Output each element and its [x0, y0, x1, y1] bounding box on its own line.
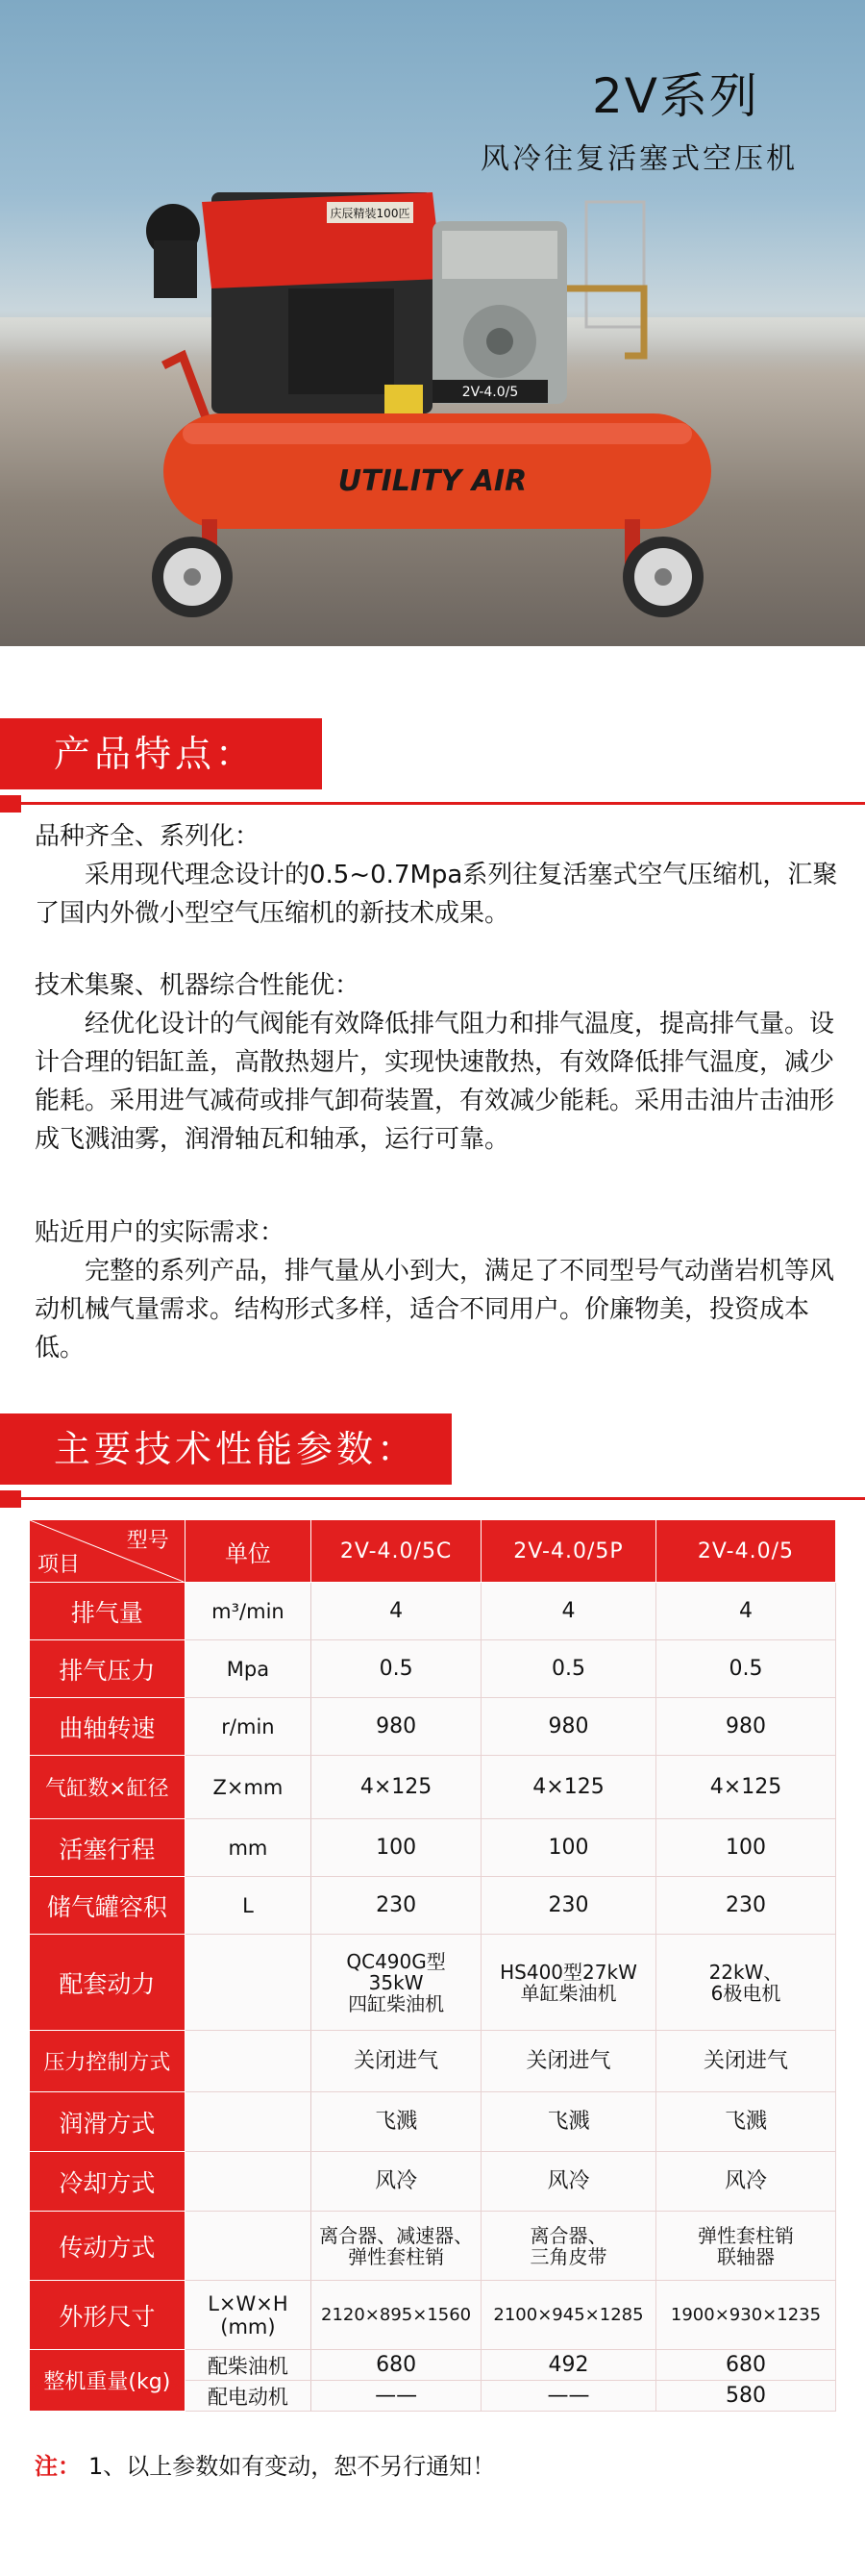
spec-value-model-2: 飞溅 [482, 2092, 656, 2152]
spec-row-unit: r/min [185, 1698, 310, 1756]
weight-value-model-1: 680 [311, 2350, 482, 2381]
spec-row-label: 润滑方式 [30, 2092, 185, 2152]
feature-body-3: 完整的系列产品，排气量从小到大，满足了不同型号气动凿岩机等风动机械气量需求。结构形式多样，适合不同用户。价廉物美，投资成本低。 [35, 1257, 835, 1363]
spec-value-model-2: 4 [482, 1583, 656, 1640]
weight-value-model-3: 680 [655, 2350, 835, 2381]
model-header-2: 2V-4.0/5P [482, 1520, 656, 1583]
spec-value-model-2: 0.5 [482, 1640, 656, 1698]
spec-row-label: 压力控制方式 [30, 2031, 185, 2092]
spec-row [30, 2212, 836, 2281]
spec-value-model-1: 飞溅 [311, 2092, 482, 2152]
spec-row-unit: L×W×H (mm) [185, 2281, 310, 2350]
spec-row [30, 1877, 836, 1935]
feature-block-1 [35, 817, 842, 933]
left-wheel [152, 537, 233, 617]
spec-row [30, 1640, 836, 1698]
spec-row-label: 储气罐容积 [30, 1877, 185, 1935]
spec-value-model-1: QC490G型 35kW 四缸柴油机 [311, 1935, 482, 2031]
features-heading-bar [0, 718, 322, 789]
spec-header-row [30, 1520, 836, 1583]
spec-row-label: 外形尺寸 [30, 2281, 185, 2350]
spec-value-model-2: 980 [482, 1698, 656, 1756]
spec-row [30, 2281, 836, 2350]
spec-value-model-1: 关闭进气 [311, 2031, 482, 2092]
corner-item-label: 项目 [37, 1553, 81, 1577]
spec-value-model-3: 100 [655, 1819, 835, 1877]
weight-label: 整机重量(kg) [30, 2350, 185, 2412]
footnote-text: 1、以上参数如有变动，恕不另行通知！ [88, 2453, 496, 2480]
spec-row [30, 1583, 836, 1640]
spec-value-model-2: 230 [482, 1877, 656, 1935]
spec-value-model-1: 980 [311, 1698, 482, 1756]
spec-value-model-3: 飞溅 [655, 2092, 835, 2152]
spec-row-label: 传动方式 [30, 2212, 185, 2281]
feature-body-2: 经优化设计的气阀能有效降低排气阻力和排气温度，提高排气量。设计合理的铝缸盖，高散热翅片，实现快速散热，有效降低排气温度，减少能耗。采用进气减荷或排气卸荷装置，有效减少能耗。采用击油片击油形成飞溅油雾，润滑轴瓦和轴承，运行可靠。 [35, 1010, 835, 1154]
spec-value-model-3: 关闭进气 [655, 2031, 835, 2092]
specs-heading-bar [0, 1413, 452, 1485]
spec-value-model-1: 风冷 [311, 2152, 482, 2212]
features-section-header [0, 718, 865, 818]
spec-row-unit [185, 2031, 310, 2092]
spec-row-unit: Mpa [185, 1640, 310, 1698]
spec-row [30, 2092, 836, 2152]
spec-value-model-2: HS400型27kW 单缸柴油机 [482, 1935, 656, 2031]
spec-row-unit [185, 1935, 310, 2031]
spec-value-model-2: 风冷 [482, 2152, 656, 2212]
spec-value-model-3: 0.5 [655, 1640, 835, 1698]
hero-title: 2V系列 [591, 68, 759, 124]
spec-row-label: 活塞行程 [30, 1819, 185, 1877]
spec-row-label: 气缸数×缸径 [30, 1756, 185, 1819]
spec-value-model-3: 980 [655, 1698, 835, 1756]
corner-cell [30, 1520, 185, 1583]
weight-value-model-2: —— [482, 2381, 656, 2412]
feature-body-1: 采用现代理念设计的0.5~0.7Mpa系列往复活塞式空气压缩机，汇聚了国内外微小型空气压缩机的新技术成果。 [35, 861, 838, 928]
footnote [35, 2447, 495, 2481]
right-wheel [623, 537, 704, 617]
spec-value-model-3: 4×125 [655, 1756, 835, 1819]
spec-row [30, 1819, 836, 1877]
feature-title-3: 贴近用户的实际需求： [35, 1218, 285, 1247]
specs-heading: 主要技术性能参数： [54, 1428, 418, 1470]
spec-row-label: 配套动力 [30, 1935, 185, 2031]
hero-subtitle: 风冷往复活塞式空压机 [481, 142, 798, 176]
spec-value-model-3: 22kW、 6极电机 [655, 1935, 835, 2031]
hero-banner [0, 0, 865, 646]
spec-value-model-1: 0.5 [311, 1640, 482, 1698]
spec-row-unit [185, 2212, 310, 2281]
weight-sub-unit: 配电动机 [185, 2381, 310, 2412]
spec-value-model-2: 关闭进气 [482, 2031, 656, 2092]
corner-model-label: 型号 [126, 1529, 169, 1553]
weight-value-model-1: —— [311, 2381, 482, 2412]
model-header-1: 2V-4.0/5C [311, 1520, 482, 1583]
spec-value-model-1: 离合器、减速器、 弹性套柱销 [311, 2212, 482, 2281]
spec-row [30, 1756, 836, 1819]
unit-header: 单位 [185, 1520, 310, 1583]
spec-row-unit [185, 2092, 310, 2152]
features-heading: 产品特点： [54, 733, 257, 775]
weight-sub-unit: 配柴油机 [185, 2350, 310, 2381]
spec-value-model-2: 2100×945×1285 [482, 2281, 656, 2350]
spec-row [30, 1935, 836, 2031]
spec-value-model-1: 4×125 [311, 1756, 482, 1819]
spec-row [30, 1698, 836, 1756]
spec-table [29, 1519, 836, 2412]
footnote-prefix: 注： [35, 2453, 81, 2480]
feature-block-2 [35, 966, 842, 1159]
spec-row-label: 排气压力 [30, 1640, 185, 1698]
spec-row-label: 冷却方式 [30, 2152, 185, 2212]
model-plate-text: 2V-4.0/5 [461, 385, 519, 400]
feature-block-3 [35, 1213, 842, 1367]
weight-value-model-3: 580 [655, 2381, 835, 2412]
spec-value-model-1: 100 [311, 1819, 482, 1877]
spec-row [30, 2031, 836, 2092]
specs-section-header [0, 1413, 865, 1513]
weight-value-model-2: 492 [482, 2350, 656, 2381]
spec-value-model-3: 弹性套柱销 联轴器 [655, 2212, 835, 2281]
spec-row-unit: Z×mm [185, 1756, 310, 1819]
model-header-3: 2V-4.0/5 [655, 1520, 835, 1583]
spec-value-model-3: 230 [655, 1877, 835, 1935]
spec-row-label: 曲轴转速 [30, 1698, 185, 1756]
spec-value-model-3: 4 [655, 1583, 835, 1640]
spec-weight-row [30, 2350, 836, 2381]
spec-value-model-2: 4×125 [482, 1756, 656, 1819]
spec-value-model-1: 2120×895×1560 [311, 2281, 482, 2350]
spec-value-model-1: 4 [311, 1583, 482, 1640]
spec-row-label: 排气量 [30, 1583, 185, 1640]
spec-row-unit [185, 2152, 310, 2212]
spec-value-model-1: 230 [311, 1877, 482, 1935]
spec-value-model-2: 100 [482, 1819, 656, 1877]
spec-row-unit: mm [185, 1819, 310, 1877]
engine-plate-text: 庆辰精装100匹 [330, 207, 410, 220]
air-compressor-image [144, 173, 759, 625]
feature-title-2: 技术集聚、机器综合性能优： [35, 971, 360, 1000]
spec-row-unit: m³/min [185, 1583, 310, 1640]
brand-logo: UTILITY AIR [337, 464, 528, 498]
spec-value-model-3: 风冷 [655, 2152, 835, 2212]
spec-value-model-2: 离合器、 三角皮带 [482, 2212, 656, 2281]
spec-row [30, 2152, 836, 2212]
feature-title-1: 品种齐全、系列化： [35, 822, 260, 851]
spec-row-unit: L [185, 1877, 310, 1935]
spec-value-model-3: 1900×930×1235 [655, 2281, 835, 2350]
